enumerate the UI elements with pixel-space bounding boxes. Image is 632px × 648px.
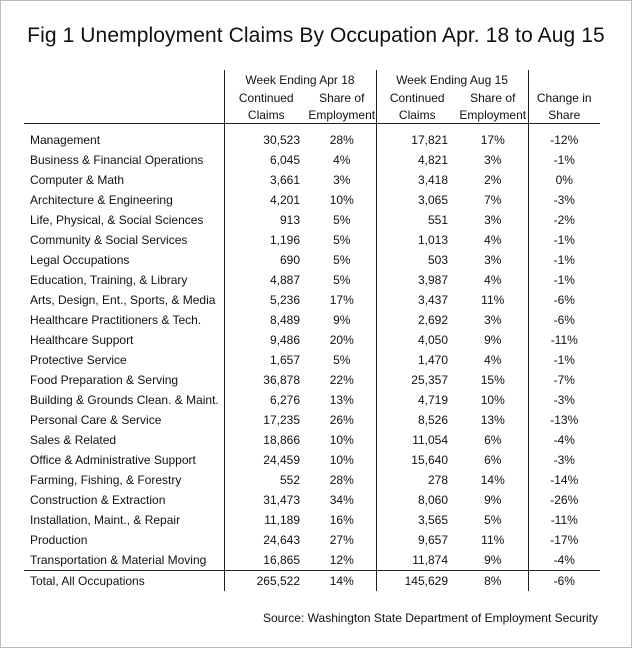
aug-claims-cell: 4,821: [376, 150, 458, 170]
change-cell: -1%: [528, 150, 600, 170]
occupation-cell: Life, Physical, & Social Sciences: [30, 213, 204, 227]
occupation-cell: Architecture & Engineering: [30, 193, 173, 207]
apr-share-cell: 4%: [333, 153, 351, 167]
group-header-blank: [528, 70, 600, 90]
occupation-cell: Transportation & Material Moving: [30, 553, 207, 567]
table-row: [24, 210, 600, 230]
apr-claims-cell: 11,189: [224, 510, 308, 530]
apr-share-cell: 5%: [333, 353, 351, 367]
apr-claims-cell: 30,523: [224, 124, 308, 151]
aug-claims-cell: 4,050: [376, 330, 458, 350]
aug-share-cell: 3%: [484, 253, 502, 267]
apr-share-cell: 9%: [333, 313, 351, 327]
occupation-cell: Farming, Fishing, & Forestry: [30, 473, 182, 487]
change-cell: -1%: [528, 270, 600, 290]
occupation-cell: Education, Training, & Library: [30, 273, 188, 287]
table-row: [24, 370, 600, 390]
table-row: [24, 530, 600, 550]
apr-claims-cell: 3,661: [224, 170, 308, 190]
table-row: [24, 490, 600, 510]
occupation-cell: Food Preparation & Serving: [30, 373, 179, 387]
aug-share-cell: 11%: [481, 293, 505, 307]
change-cell: -14%: [528, 470, 600, 490]
table-row: [24, 390, 600, 410]
change-cell: -6%: [528, 571, 600, 592]
col-header-aug-share-1: Share of: [470, 91, 516, 105]
apr-claims-cell: 552: [224, 470, 308, 490]
apr-share-cell: 28%: [329, 133, 354, 147]
change-cell: -7%: [528, 370, 600, 390]
apr-claims-cell: 24,643: [224, 530, 308, 550]
apr-share-cell: 26%: [329, 413, 354, 427]
change-cell: -1%: [528, 250, 600, 270]
change-cell: -3%: [528, 390, 600, 410]
claims-table: [24, 70, 600, 591]
table-row: [24, 124, 600, 151]
aug-share-cell: 7%: [484, 193, 502, 207]
apr-claims-cell: 690: [224, 250, 308, 270]
apr-share-cell: 13%: [329, 393, 354, 407]
occupation-cell: Installation, Maint., & Repair: [30, 513, 181, 527]
apr-claims-cell: 17,235: [224, 410, 308, 430]
occupation-cell: Personal Care & Service: [30, 413, 162, 427]
group-header-apr: Week Ending Apr 18: [224, 70, 376, 90]
aug-share-cell: 3%: [484, 213, 502, 227]
table-body: [24, 124, 600, 592]
header-spacer: [24, 90, 224, 106]
change-cell: -4%: [528, 430, 600, 450]
apr-share-cell: 12%: [329, 553, 354, 567]
apr-share-cell: 3%: [333, 173, 351, 187]
occupation-cell: Protective Service: [30, 353, 127, 367]
aug-share-cell: 4%: [484, 233, 502, 247]
col-header-apr-share-1: Share of: [319, 91, 365, 105]
aug-claims-cell: 278: [376, 470, 458, 490]
apr-claims-cell: 4,887: [224, 270, 308, 290]
apr-share-cell: 17%: [329, 293, 354, 307]
aug-claims-cell: 3,565: [376, 510, 458, 530]
occupation-cell: Building & Grounds Clean. & Maint.: [30, 393, 219, 407]
table-row: [24, 170, 600, 190]
aug-claims-cell: 8,526: [376, 410, 458, 430]
aug-share-cell: 5%: [484, 513, 502, 527]
aug-claims-cell: 4,719: [376, 390, 458, 410]
table-row: [24, 150, 600, 170]
aug-claims-cell: 9,657: [376, 530, 458, 550]
apr-share-cell: 10%: [329, 433, 354, 447]
apr-share-cell: 10%: [329, 193, 354, 207]
apr-claims-cell: 8,489: [224, 310, 308, 330]
chart-title: Fig 1 Unemployment Claims By Occupation Apr. 18 to Aug 15: [27, 24, 605, 47]
apr-claims-cell: 5,236: [224, 290, 308, 310]
aug-share-cell: 3%: [484, 313, 502, 327]
table-row: [24, 350, 600, 370]
apr-share-cell: 5%: [333, 233, 351, 247]
apr-share-cell: 5%: [333, 273, 351, 287]
table-row: [24, 190, 600, 210]
apr-claims-cell: 36,878: [224, 370, 308, 390]
occupation-cell: Construction & Extraction: [30, 493, 166, 507]
occupation-cell: Office & Administrative Support: [30, 453, 196, 467]
occupation-cell: Sales & Related: [30, 433, 117, 447]
change-cell: -6%: [528, 290, 600, 310]
occupation-cell: Healthcare Practitioners & Tech.: [30, 313, 202, 327]
change-cell: -6%: [528, 310, 600, 330]
col-header-apr-share-2: Employment: [308, 107, 376, 122]
occupation-cell: Management: [30, 133, 101, 147]
aug-share-cell: 2%: [484, 173, 502, 187]
aug-share-cell: 10%: [480, 393, 505, 407]
col-header-change-1: Change in: [528, 90, 600, 106]
apr-share-cell: 10%: [329, 453, 354, 467]
aug-share-cell: 6%: [484, 433, 502, 447]
aug-claims-cell: 2,692: [376, 310, 458, 330]
table-row: [24, 290, 600, 310]
change-cell: 0%: [528, 170, 600, 190]
aug-share-cell: 15%: [480, 373, 505, 387]
aug-share-cell: 17%: [480, 133, 505, 147]
apr-claims-cell: 1,196: [224, 230, 308, 250]
occupation-cell: Production: [30, 533, 88, 547]
occupation-cell: Business & Financial Operations: [30, 153, 204, 167]
total-row: [24, 571, 600, 592]
group-header-aug: Week Ending Aug 15: [376, 70, 528, 90]
apr-claims-cell: 1,657: [224, 350, 308, 370]
aug-share-cell: 14%: [480, 473, 505, 487]
col-header-apr-claims-2: Claims: [224, 106, 308, 124]
aug-share-cell: 4%: [484, 273, 502, 287]
occupation-cell: Computer & Math: [30, 173, 125, 187]
change-cell: -4%: [528, 550, 600, 571]
aug-claims-cell: 25,357: [376, 370, 458, 390]
apr-claims-cell: 9,486: [224, 330, 308, 350]
apr-claims-cell: 31,473: [224, 490, 308, 510]
aug-claims-cell: 15,640: [376, 450, 458, 470]
change-cell: -11%: [528, 330, 600, 350]
corner-cell: [24, 70, 224, 90]
change-cell: -26%: [528, 490, 600, 510]
change-cell: -13%: [528, 410, 600, 430]
change-cell: -1%: [528, 230, 600, 250]
aug-claims-cell: 3,437: [376, 290, 458, 310]
col-header-aug-claims-1: Continued: [376, 90, 458, 106]
table-row: [24, 470, 600, 490]
apr-claims-cell: 16,865: [224, 550, 308, 571]
apr-share-cell: 28%: [329, 473, 354, 487]
col-header-change-2: Share: [528, 106, 600, 124]
aug-claims-cell: 3,987: [376, 270, 458, 290]
aug-claims-cell: 145,629: [376, 571, 458, 592]
change-cell: -3%: [528, 450, 600, 470]
apr-share-cell: 27%: [329, 533, 354, 547]
aug-share-cell: 6%: [484, 453, 502, 467]
change-cell: -2%: [528, 210, 600, 230]
aug-share-cell: 13%: [480, 413, 505, 427]
table-row: [24, 510, 600, 530]
change-cell: -3%: [528, 190, 600, 210]
change-cell: -1%: [528, 350, 600, 370]
apr-share-cell: 34%: [329, 493, 354, 507]
header-spacer: [24, 106, 224, 124]
table-row: [24, 310, 600, 330]
aug-share-cell: 4%: [484, 353, 502, 367]
source-note: Source: Washington State Department of Employment Security: [262, 611, 598, 625]
table-row: [24, 410, 600, 430]
occupation-cell: Healthcare Support: [30, 333, 134, 347]
apr-share-cell: 14%: [308, 571, 376, 592]
aug-share-cell: 9%: [484, 493, 502, 507]
aug-claims-cell: 3,065: [376, 190, 458, 210]
aug-claims-cell: 3,418: [376, 170, 458, 190]
apr-claims-cell: 24,459: [224, 450, 308, 470]
apr-claims-cell: 6,276: [224, 390, 308, 410]
table-row: [24, 450, 600, 470]
aug-share-cell: 9%: [484, 333, 502, 347]
table-row: [24, 250, 600, 270]
aug-claims-cell: 17,821: [376, 124, 458, 151]
col-header-aug-share-2: Employment: [459, 107, 527, 122]
aug-claims-cell: 11,874: [376, 550, 458, 571]
aug-share-cell: 9%: [484, 553, 502, 567]
col-header-aug-claims-2: Claims: [376, 106, 458, 124]
col-header-apr-claims-1: Continued: [224, 90, 308, 106]
change-cell: -12%: [528, 124, 600, 151]
table-row: [24, 430, 600, 450]
aug-claims-cell: 8,060: [376, 490, 458, 510]
change-cell: -11%: [528, 510, 600, 530]
occupation-cell: Total, All Occupations: [24, 571, 224, 592]
table-row: [24, 230, 600, 250]
apr-share-cell: 22%: [329, 373, 354, 387]
change-cell: -17%: [528, 530, 600, 550]
apr-claims-cell: 18,866: [224, 430, 308, 450]
apr-claims-cell: 265,522: [224, 571, 308, 592]
apr-claims-cell: 6,045: [224, 150, 308, 170]
apr-share-cell: 5%: [333, 213, 351, 227]
aug-claims-cell: 1,470: [376, 350, 458, 370]
apr-claims-cell: 4,201: [224, 190, 308, 210]
occupation-cell: Legal Occupations: [30, 253, 130, 267]
apr-share-cell: 5%: [333, 253, 351, 267]
aug-share-cell: 8%: [458, 571, 528, 592]
occupation-cell: Community & Social Services: [30, 233, 188, 247]
table-row: [24, 270, 600, 290]
aug-claims-cell: 1,013: [376, 230, 458, 250]
occupation-cell: Arts, Design, Ent., Sports, & Media: [30, 293, 216, 307]
aug-claims-cell: 11,054: [376, 430, 458, 450]
aug-share-cell: 3%: [484, 153, 502, 167]
apr-claims-cell: 913: [224, 210, 308, 230]
table-row: [24, 330, 600, 350]
apr-share-cell: 16%: [329, 513, 354, 527]
aug-claims-cell: 551: [376, 210, 458, 230]
aug-claims-cell: 503: [376, 250, 458, 270]
apr-share-cell: 20%: [329, 333, 354, 347]
aug-share-cell: 11%: [481, 533, 505, 547]
table-row: [24, 550, 600, 571]
